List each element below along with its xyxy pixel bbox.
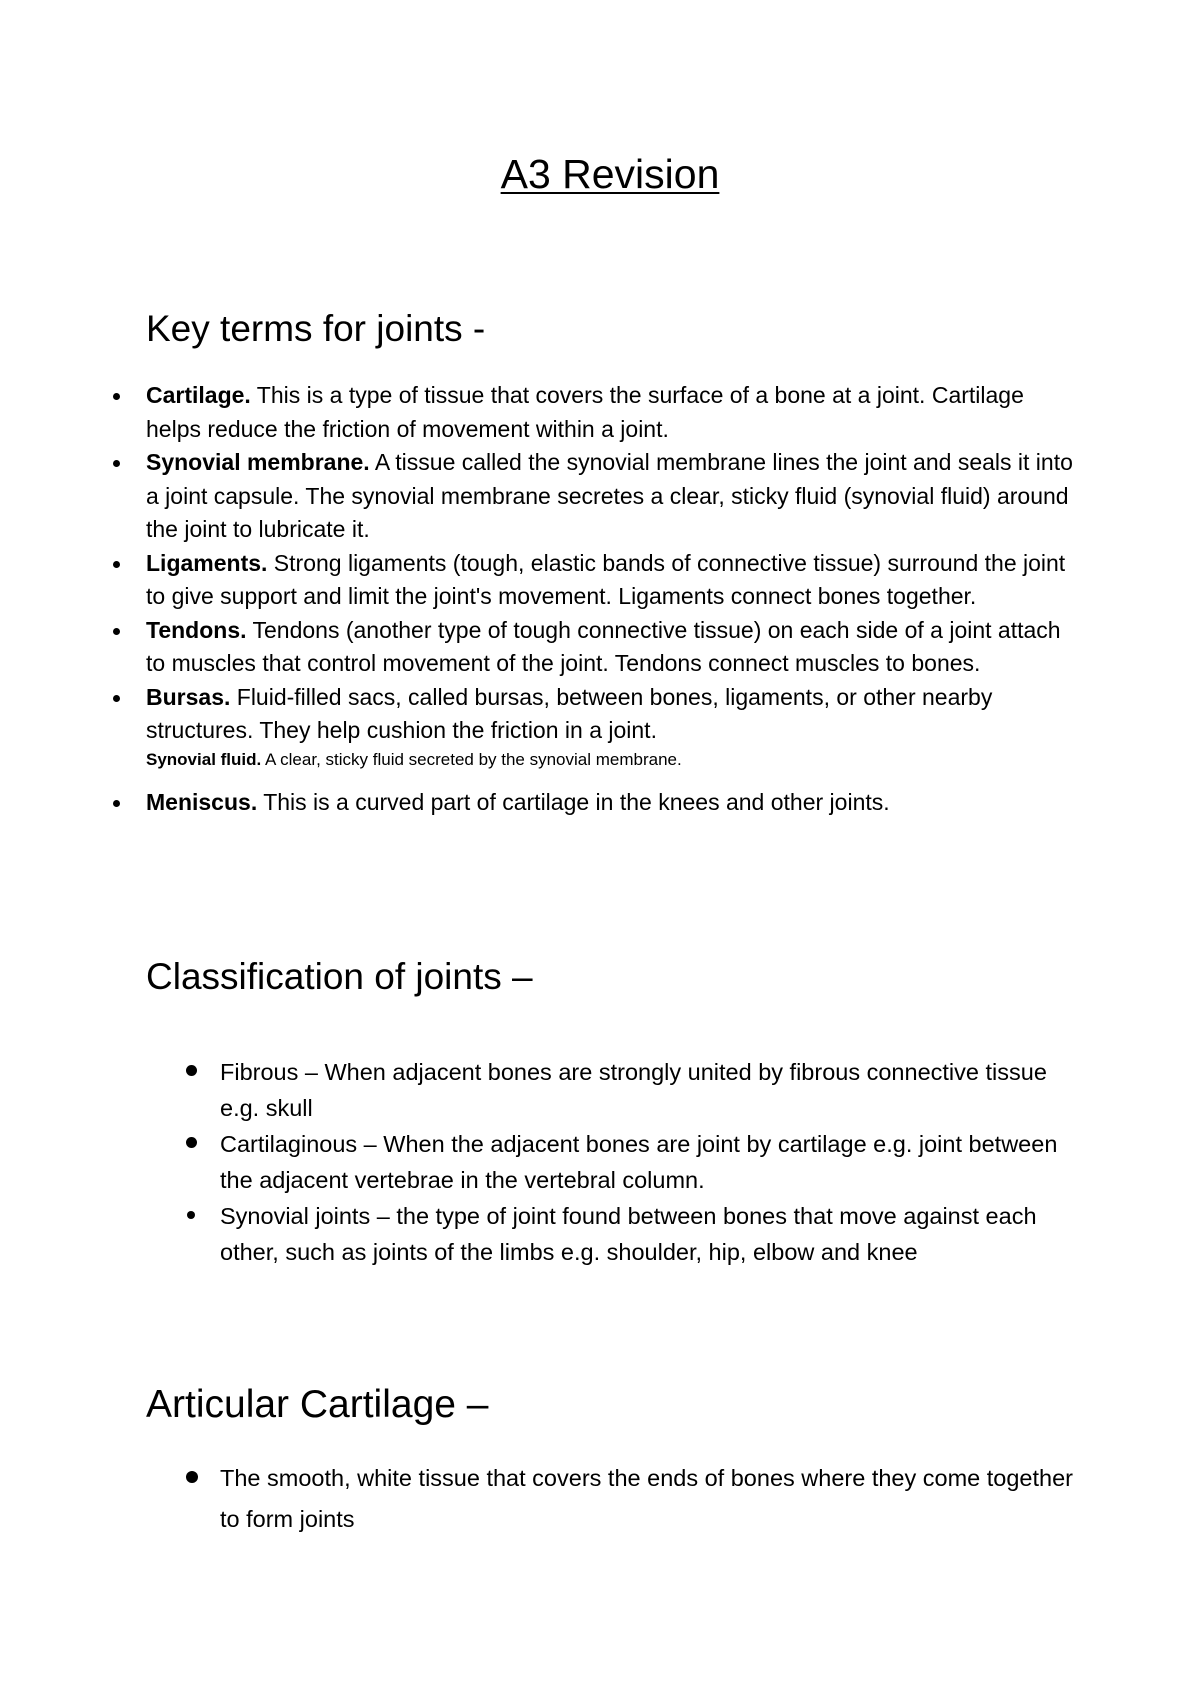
bullet-icon	[113, 800, 120, 807]
term-label: Cartilage.	[146, 382, 251, 408]
bullet-icon	[186, 1065, 197, 1076]
list-item-ligaments	[146, 547, 1076, 614]
list-item-articular	[220, 1458, 1080, 1540]
articular-cartilage-list	[220, 1458, 1080, 1540]
key-terms-list	[146, 379, 1076, 819]
bullet-icon	[187, 1211, 195, 1219]
list-item-text: Cartilaginous – When the adjacent bones are joint by cartilage e.g. joint between the adjacent vertebrae in the vertebral column.	[220, 1131, 1058, 1193]
term-definition: Strong ligaments (tough, elastic bands of connective tissue) surround the joint to give support and limit the joint's movement. Ligaments connect bones together.	[146, 549, 1066, 609]
bullet-icon	[186, 1137, 197, 1148]
bullet-icon	[113, 561, 120, 568]
key-terms-heading: Key terms for joints -	[146, 308, 486, 349]
list-item-cartilaginous	[220, 1126, 1080, 1198]
page-title: A3 Revision	[500, 151, 720, 197]
note-definition: A clear, sticky fluid secreted by the synovial membrane.	[261, 749, 682, 769]
bullet-icon	[113, 393, 120, 400]
bullet-icon	[113, 628, 120, 635]
list-item-text: Synovial joints – the type of joint found between bones that move against each other, such as joints of the limbs e.g. shoulder, hip, elbow and knee	[220, 1203, 1037, 1265]
list-item-synovial-joints	[220, 1198, 1080, 1270]
list-item-tendons	[146, 614, 1076, 681]
bullet-icon	[113, 695, 120, 702]
list-item-text: The smooth, white tissue that covers the ends of bones where they come together to form joints	[220, 1465, 1073, 1532]
bullet-icon	[186, 1471, 198, 1483]
term-definition: This is a type of tissue that covers the surface of a bone at a joint. Cartilage helps reduce the friction of movement within a joint.	[146, 382, 1024, 442]
term-definition: This is a curved part of cartilage in the knees and other joints.	[257, 788, 890, 815]
term-label: Synovial membrane.	[146, 449, 370, 475]
list-item-synovial-membrane	[146, 446, 1076, 547]
term-definition: Tendons (another type of tough connective tissue) on each side of a joint attach to muscles that control movement of the joint. Tendons connect muscles to bones.	[146, 616, 1061, 676]
bullet-icon	[113, 460, 120, 467]
list-item-bursas	[146, 681, 1076, 772]
term-label: Ligaments.	[146, 549, 268, 576]
term-label: Bursas.	[146, 683, 231, 710]
list-item-text: Fibrous – When adjacent bones are strongly united by fibrous connective tissue e.g. skull	[220, 1059, 1047, 1121]
list-item-meniscus	[146, 786, 1076, 820]
articular-cartilage-heading: Articular Cartilage –	[146, 1383, 489, 1426]
term-label: Tendons.	[146, 616, 247, 643]
term-label: Meniscus.	[146, 788, 258, 815]
term-definition: A tissue called the synovial membrane lines the joint and seals it into a joint capsule. The synovial membrane secretes a clear, sticky fluid (synovial fluid) around the joint to lubricate it.	[146, 449, 1073, 542]
list-item-fibrous	[220, 1054, 1080, 1126]
note-term: Synovial fluid.	[146, 749, 262, 769]
term-definition: Fluid-filled sacs, called bursas, between bones, ligaments, or other nearby structures. They help cushion the friction in a joint.	[146, 683, 993, 743]
classification-heading: Classification of joints –	[146, 956, 533, 997]
classification-list	[220, 1054, 1080, 1270]
list-item-cartilage	[146, 379, 1076, 446]
synovial-fluid-note	[146, 748, 1076, 772]
